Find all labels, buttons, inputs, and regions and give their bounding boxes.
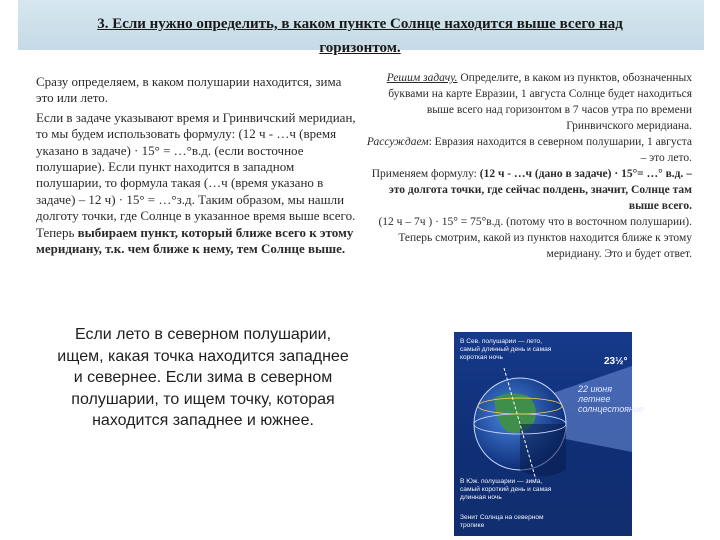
reason-paragraph [362, 134, 692, 166]
night-side [520, 424, 566, 476]
slide-title-line1: 3. Если нужно определить, в каком пункте Солнце находится выше всего над [97, 16, 623, 32]
slide-title-line2: горизонтом. [319, 40, 401, 56]
formula-intro: Применяем формулу: [371, 168, 480, 180]
right-text-block [362, 70, 692, 262]
reason-text: : Евразия находится в северном полушарии, 1 августа – это лето. [428, 136, 692, 164]
figure-angle-label: 23½° [604, 356, 628, 367]
task-text: Определите, в каком из пунктов, обозначенных буквами на карте Евразии, 1 августа Солнце будет находиться выше всего над горизонтом в 7 часов утра по времени Гринвичского меридиана. [388, 72, 692, 132]
solstice-figure [454, 332, 644, 536]
calc-paragraph: (12 ч – 7ч ) · 15° = 75°в.д. (потому что в восточном полушарии). Теперь смотрим, какой из пунктов находится ближе к этому меридиану. Это и будет ответ. [378, 216, 692, 260]
season-rule-text: Если лето в северном полушарии, ищем, какая точка находится западнее и севернее. Если зима в северном полушарии, то ищем точку, которая находится западнее и южнее. [57, 326, 349, 430]
figure-top-caption: В Сев. полушарии — лето, самый длинный день и самая короткая ночь [460, 338, 552, 361]
figure-foot-caption: Зенит Солнца на северном тропике [460, 514, 544, 529]
figure-date-label: 22 июня летнее солнцестояние [578, 384, 644, 414]
left-text-block [36, 74, 356, 260]
left-paragraph-2-text: Если в задаче указывают время и Гринвичский меридиан, то мы будем использовать формулу: (12 ч - …ч (время указано в задаче) · 15° = …°в.д. (если восточное полушарие). Если пункт находится в западном полушарии, то формула такая (…ч (время указано в задаче) – 12 ч) · 15° = …°з.д. Таким образом, мы нашли долготу точки, где Солнце в указанное время выше всего. Теперь [36, 109, 356, 240]
reason-label: Рассуждаем [366, 136, 429, 148]
formula-bold: (12 ч - …ч (дано в задаче) · 15°= …° в.д. – это долгота точки, где сейчас полдень, значит, Солнце там выше всего. [388, 168, 692, 212]
left-paragraph-2 [36, 110, 356, 258]
figure-bottom-caption: В Юж. полушарии — зима, самый короткий день и самая длинная ночь [460, 478, 552, 501]
formula-paragraph [362, 166, 692, 214]
left-paragraph-2-bold: выбираем пункт, который ближе всего к этому меридиану, т.к. чем ближе к нему, тем Солнце выше. [36, 224, 354, 257]
task-paragraph [362, 70, 692, 134]
task-label: Решим задачу. [386, 72, 458, 84]
left-paragraph-1: Сразу определяем, в каком полушарии находится, зима это или лето. [36, 74, 342, 106]
slide-title [30, 12, 690, 60]
